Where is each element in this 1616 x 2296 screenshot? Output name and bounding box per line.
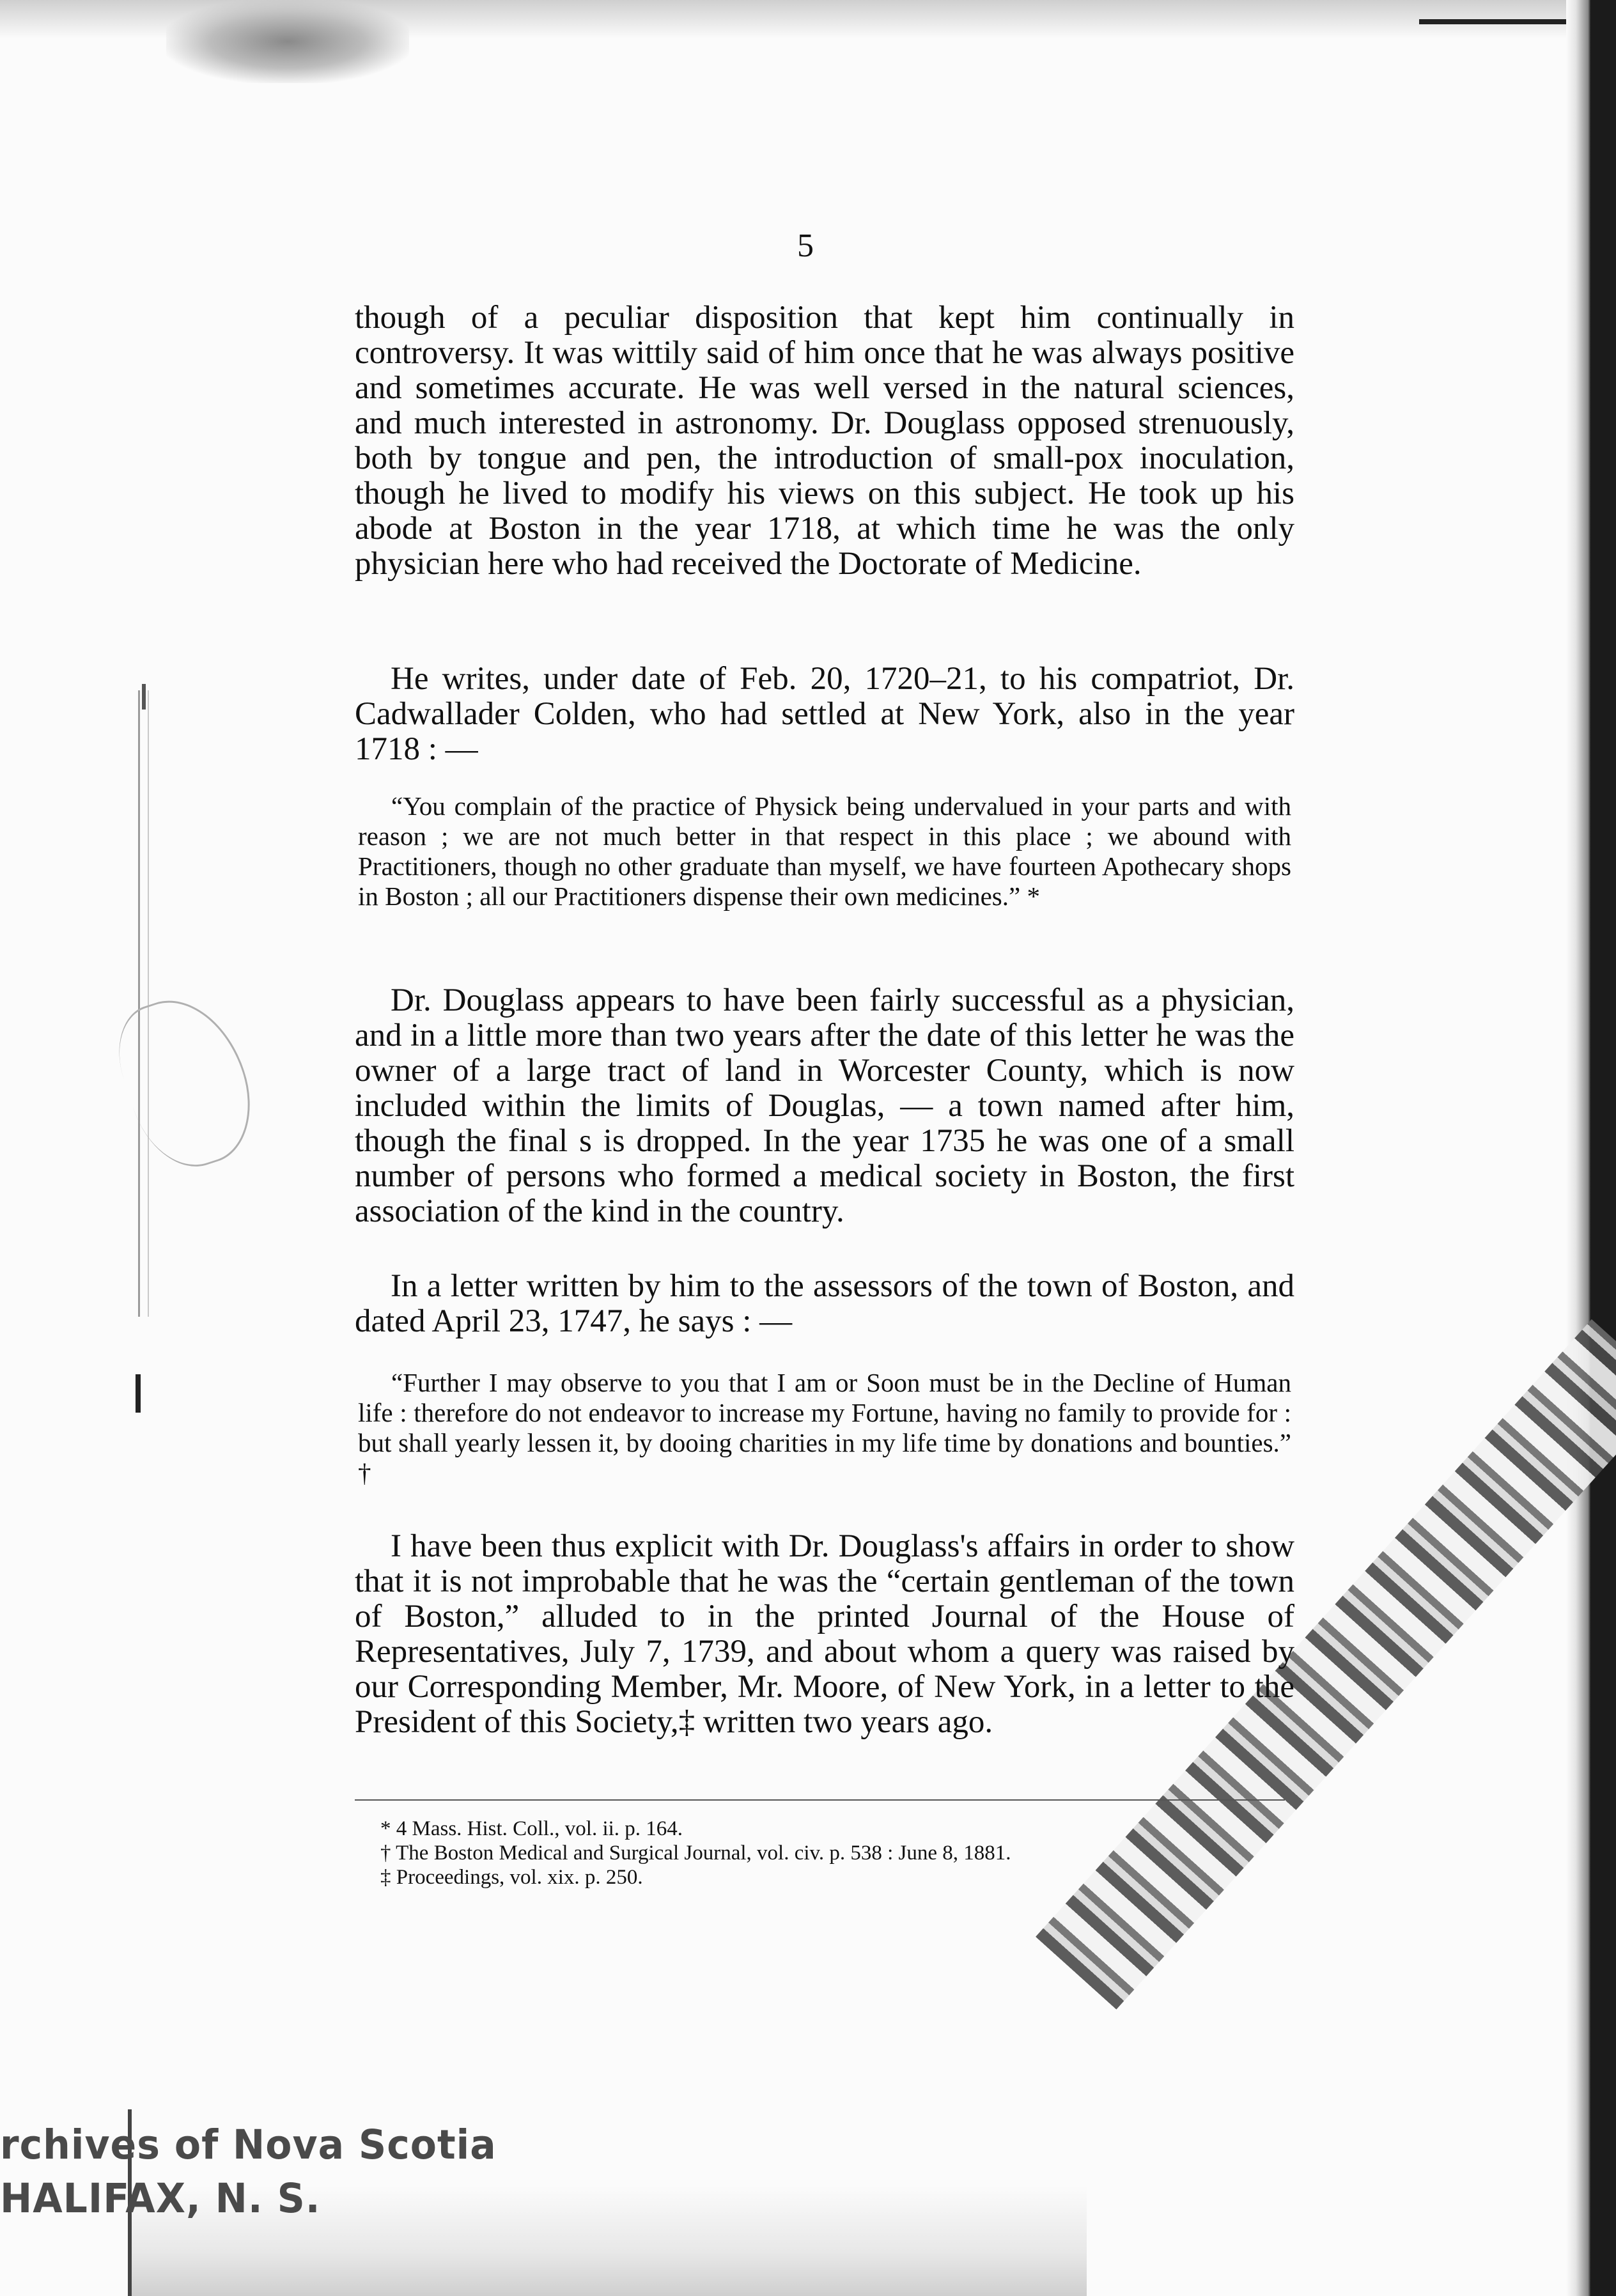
scan-mark — [1419, 19, 1585, 24]
paragraph-text: Dr. Douglass appears to have been fairly successful as a physician, and in a little more than two years after the date of this letter he was the owner of a large tract of land in Worcester County, which is now included within the limits of Douglas, — a town named after him, though the final s is dropped. In the year 1735 he was one of a small number of persons who formed a medical society in Boston, the first association of the kind in the country. — [355, 982, 1294, 1229]
archive-stamp — [0, 2118, 497, 2226]
scan-blot — [166, 0, 409, 83]
paragraph-text: I have been thus explicit with Dr. Douglass's affairs in order to show that it is not improbable that he was the “certain gentleman of the town of Boston,” alluded to in the printed Journal of the House of Representatives, July 7, 1739, and about whom a query was raised by our Corresponding Member, Mr. Moore, of New York, in a letter to the President of this Society,‡ written two years ago. — [355, 1528, 1294, 1740]
page-edge — [1590, 0, 1616, 2296]
paragraph-text: In a letter written by him to the assessors of the town of Boston, and dated April 23, 1747, he says : — — [355, 1268, 1294, 1339]
binding-string — [138, 690, 149, 1317]
paragraph-4 — [355, 1269, 1294, 1339]
page-edge-shadow — [1566, 0, 1590, 2296]
footnote-3: ‡ Proceedings, vol. xix. p. 250. — [380, 1866, 643, 1889]
quote-text: “You complain of the practice of Physick being undervalued in your parts and with reason ; we are not much better in that respect in this place ; we abound with Practitioners, though no other graduate than myself, we have fourteen Apothecary shops in Boston ; all our Practitioners dispense their own medicines.” * — [358, 791, 1291, 911]
footnote-1: * 4 Mass. Hist. Coll., vol. ii. p. 164. — [380, 1817, 683, 1840]
paragraph-5 — [355, 1529, 1294, 1740]
block-quote-2 — [358, 1368, 1291, 1488]
scan-mark — [136, 1374, 141, 1413]
binding-string-loop — [104, 983, 268, 1181]
scan-mark — [142, 684, 146, 710]
paragraph-text: though of a peculiar disposition that kept him continually in controversy. It was wittily said of him once that he was always positive and sometimes accurate. He was well versed in the natural sciences, and much interested in astronomy. Dr. Douglass opposed strenuously, both by tongue and pen, the introduction of small-pox inoculation, though he lived to modify his views on this subject. He took up his abode at Boston in the year 1718, at which time he was the only physician here who had received the Doctorate of Medicine. — [355, 300, 1294, 582]
block-quote-1 — [358, 791, 1291, 911]
stamp-line-1: rchives of Nova Scotia — [0, 2121, 497, 2169]
paragraph-1 — [355, 300, 1294, 582]
paragraph-2 — [355, 662, 1294, 767]
footnote-2: † The Boston Medical and Surgical Journal, vol. civ. p. 538 : June 8, 1881. — [380, 1842, 1011, 1865]
paragraph-3 — [355, 983, 1294, 1229]
footnote-rule — [355, 1799, 1285, 1801]
footnotes — [380, 1817, 1288, 1889]
page-number: 5 — [797, 228, 814, 264]
quote-text: “Further I may observe to you that I am or Soon must be in the Decline of Human life : therefore do not endeavor to increase my Fortune, having no family to provide for : but shall yearly lessen it, by dooing charities in my life time by donations and bounties.” † — [358, 1368, 1291, 1487]
stamp-line-2: HALIFAX, N. S. — [0, 2175, 321, 2222]
paragraph-text: He writes, under date of Feb. 20, 1720–21, to his compatriot, Dr. Cadwallader Colden, who had settled at New York, also in the year 1718 : — — [355, 661, 1294, 767]
